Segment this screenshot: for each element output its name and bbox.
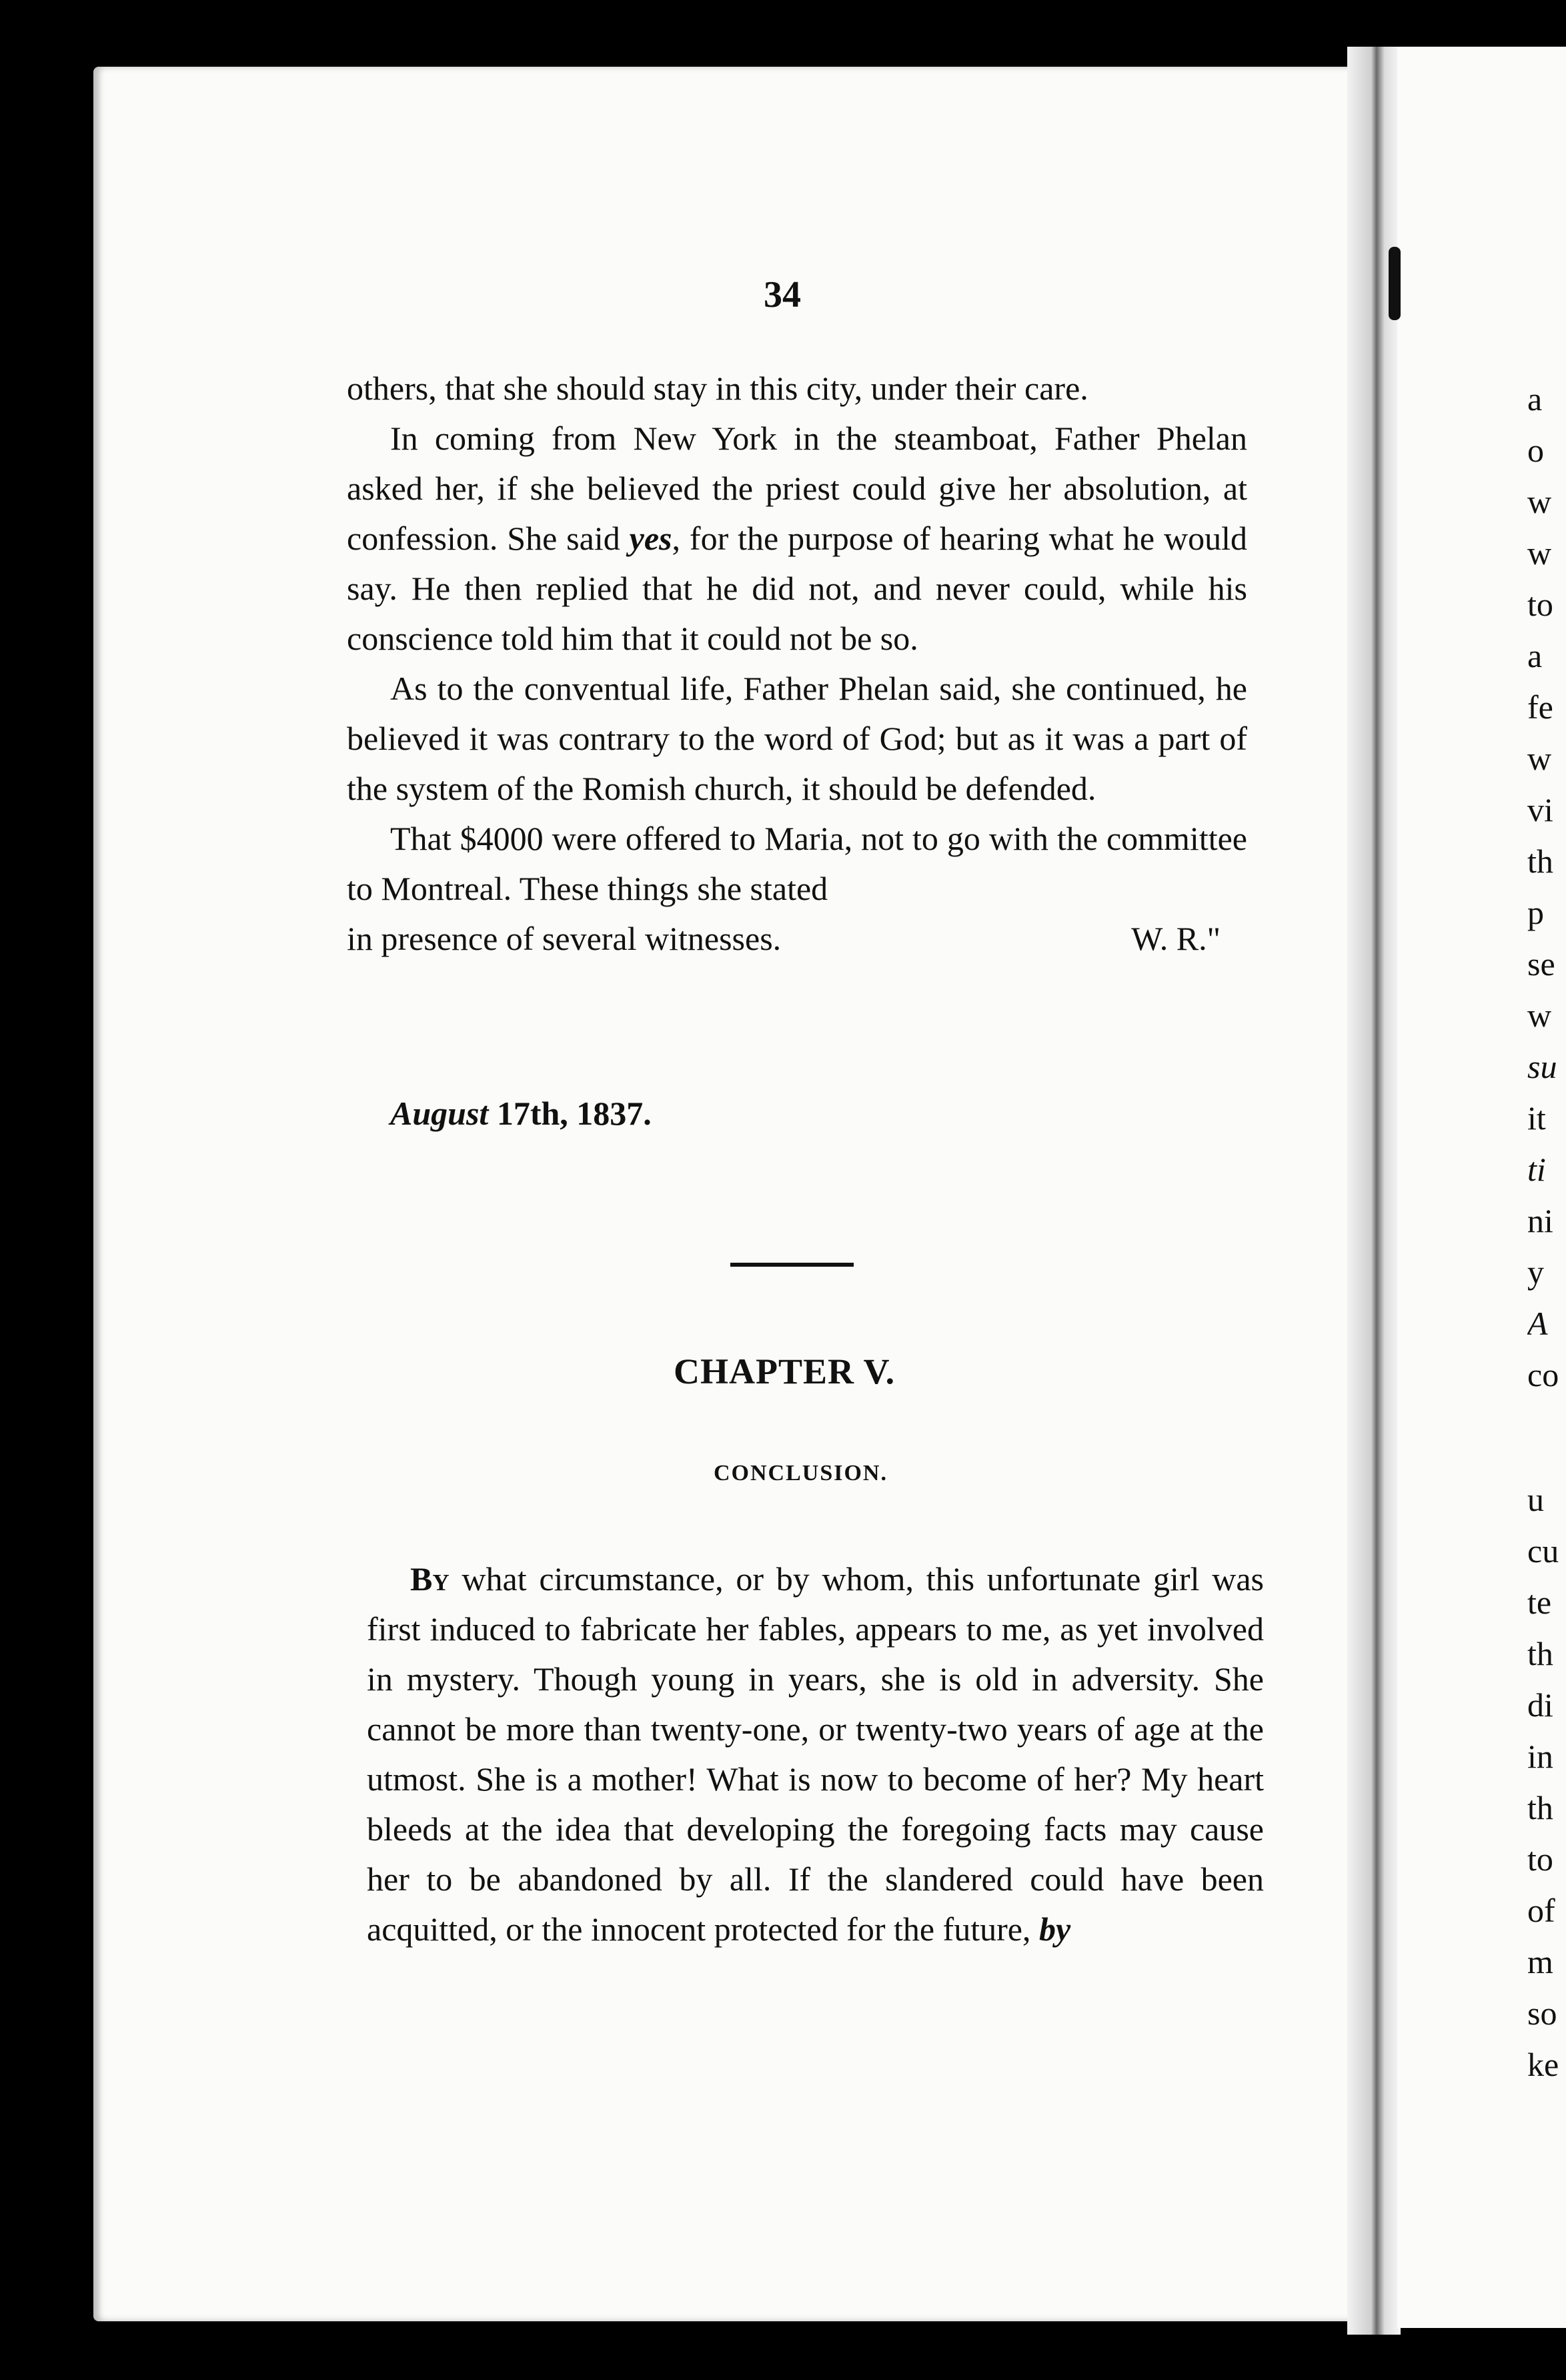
paragraph-continued: others, that she should stay in this city, under their care. <box>347 370 1088 407</box>
fragment: th <box>1527 1635 1553 1672</box>
chapter-paragraph-text: what circumstance, or by whom, this unfortunate girl was first induced to fabricate her fables, appears to me, as yet involved in mystery. Though young in years, she is old in adversity. She cannot be more than twenty-one, or twenty-two years of age at the utmost. She is a mother! What is now to become of her? My heart bleeds at the idea that developing the foregoing facts may cause her to be abandoned by all. If the slandered could have been acquitted, or the innocent protected for the future, <box>367 1560 1264 1948</box>
fragment: co <box>1527 1356 1559 1393</box>
fragment: A <box>1527 1305 1548 1342</box>
date-rest: 17th, 1837. <box>488 1095 652 1132</box>
paragraph-steamboat <box>347 414 1247 664</box>
fragment: o <box>1527 432 1544 469</box>
fragment: of <box>1527 1892 1555 1929</box>
chapter-last-word: by <box>1030 1910 1071 1948</box>
fragment: a <box>1527 637 1543 674</box>
fragment: y <box>1527 1253 1544 1291</box>
chapter-paragraph <box>367 1554 1264 1954</box>
paragraph-steamboat-text-2: , for the purpose of hearing what he would say. He then replied that he did not, and never could, while his conscience told him that it could not be so. <box>347 520 1247 657</box>
fragment: to <box>1527 586 1553 623</box>
fragment: a <box>1527 380 1543 418</box>
fragment: so <box>1527 1994 1557 2032</box>
fragment: ti <box>1527 1151 1546 1188</box>
paragraph-conventual: As to the conventual life, Father Phelan said, she continued, he believed it was contrary to the word of God; but as it was a part of the system of the Romish church, it should be defended. <box>347 670 1247 807</box>
fragment: it <box>1527 1099 1546 1137</box>
drop-word: By <box>410 1560 450 1598</box>
fragment: cu <box>1527 1532 1559 1570</box>
fragment: fe <box>1527 688 1553 726</box>
italic-yes: yes <box>629 520 672 557</box>
page-number: 34 <box>764 274 801 316</box>
scan-border <box>0 0 1566 63</box>
right-page-fragments-bottom <box>1527 1474 1566 2091</box>
fragment: m <box>1527 1943 1553 1980</box>
witnesses-text: in presence of several witnesses. <box>347 920 782 957</box>
fragment: ke <box>1527 2046 1559 2083</box>
signature: W. R." <box>1131 920 1221 957</box>
date-month: August <box>390 1095 489 1132</box>
fragment: to <box>1527 1840 1553 1878</box>
paragraph-steamboat-text: In coming from New York in the steamboat, Father Phelan asked her, if she believed the priest could give her absolution, at confession. She said <box>347 420 1247 557</box>
ink-blot <box>1389 247 1401 320</box>
fragment: ni <box>1527 1202 1553 1239</box>
chapter-body <box>367 1554 1264 1954</box>
signature-row <box>347 914 1247 964</box>
paragraph-offer: That $4000 were offered to Maria, not to go with the committee to Montreal. These things she stated <box>347 820 1247 907</box>
fragment: p <box>1527 894 1544 931</box>
fragment: w <box>1527 740 1552 777</box>
fragment: w <box>1527 534 1552 572</box>
fragment: se <box>1527 945 1555 983</box>
top-text-block <box>347 364 1247 964</box>
chapter-subtitle: CONCLUSION. <box>714 1461 888 1485</box>
fragment: w <box>1527 997 1552 1034</box>
fragment: w <box>1527 483 1552 520</box>
chapter-title: CHAPTER V. <box>674 1351 896 1391</box>
letter-date <box>390 1094 652 1133</box>
book-gutter <box>1347 47 1401 2335</box>
right-page-fragments-top <box>1527 374 1566 1401</box>
fragment: su <box>1527 1048 1557 1085</box>
fragment: th <box>1527 842 1553 880</box>
fragment: in <box>1527 1738 1553 1775</box>
fragment: di <box>1527 1686 1553 1724</box>
fragment: te <box>1527 1584 1552 1621</box>
fragment: th <box>1527 1789 1553 1826</box>
fragment: vi <box>1527 791 1553 828</box>
section-divider <box>730 1263 854 1267</box>
fragment: u <box>1527 1481 1544 1518</box>
